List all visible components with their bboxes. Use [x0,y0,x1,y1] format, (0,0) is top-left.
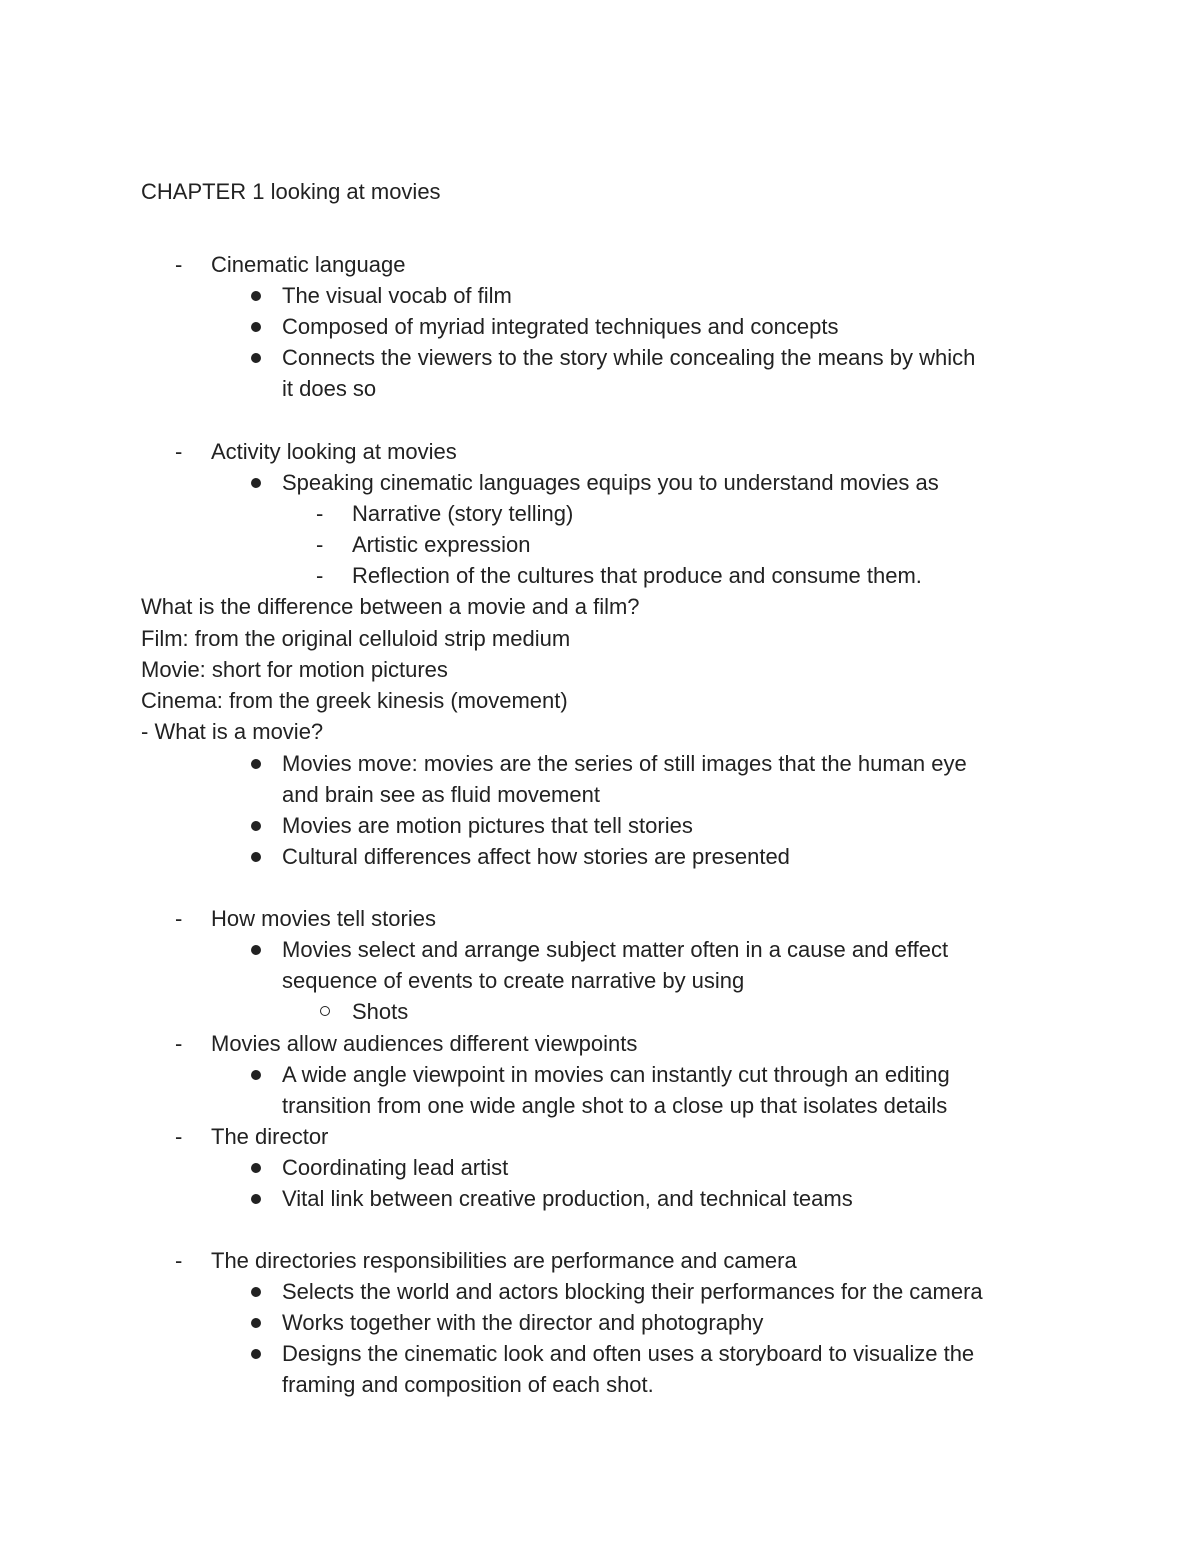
bullet-icon [251,1349,261,1359]
dash-marker: - [175,1031,183,1056]
list-item-text: sequence of events to create narrative by using [282,968,745,993]
list-item-text: Coordinating lead artist [282,1155,509,1180]
list-item-text: framing and composition of each shot. [282,1372,654,1397]
bullet-icon [251,1318,261,1328]
list-item-text: Designs the cinematic look and often uses a storyboard to visualize the [282,1341,975,1366]
paragraph-text: What is the difference between a movie and a film? [141,594,640,619]
list-item-continuation [0,965,1200,996]
list-item-text: Vital link between creative production, and technical teams [282,1186,853,1211]
list-item [0,903,1200,934]
list-item [0,1152,1200,1183]
paragraph [0,654,1200,685]
bullet-icon [251,353,261,363]
list-item [0,1059,1200,1090]
list-item-text: A wide angle viewpoint in movies can instantly cut through an editing [282,1062,950,1087]
list-item-text: The visual vocab of film [282,283,512,308]
list-item-text: The director [211,1124,329,1149]
paragraph [0,623,1200,654]
dash-marker: - [175,252,183,277]
list-item [0,1276,1200,1307]
paragraph-text: - What is a movie? [141,719,324,744]
dash-marker: - [316,563,324,588]
dash-marker: - [175,1248,183,1273]
list-item [0,934,1200,965]
list-item-text: Reflection of the cultures that produce and consume them. [352,563,922,588]
list-item [0,342,1200,373]
list-item-text: Artistic expression [352,532,531,557]
list-item [0,1307,1200,1338]
list-item-text: Composed of myriad integrated techniques and concepts [282,314,839,339]
list-item-text: Speaking cinematic languages equips you to understand movies as [282,470,939,495]
list-item-continuation [0,1090,1200,1121]
list-item-text: How movies tell stories [211,906,436,931]
paragraph [0,716,1200,747]
list-item [0,1121,1200,1152]
list-item-continuation [0,373,1200,404]
list-item [0,280,1200,311]
bullet-icon [251,478,261,488]
list-item-text: Cultural differences affect how stories are presented [282,844,790,869]
bullet-icon [251,821,261,831]
list-item-continuation [0,1369,1200,1400]
bullet-icon [251,945,261,955]
paragraph [0,685,1200,716]
list-item-text: Activity looking at movies [211,439,457,464]
list-item [0,1338,1200,1369]
list-item-text: Works together with the director and photography [282,1310,764,1335]
bullet-icon [251,1163,261,1173]
list-item-text: Selects the world and actors blocking their performances for the camera [282,1279,983,1304]
bullet-icon [251,759,261,769]
list-item [0,1245,1200,1276]
paragraph-text: Movie: short for motion pictures [141,657,448,682]
list-item-text: and brain see as fluid movement [282,782,600,807]
dash-marker: - [175,1124,183,1149]
bullet-icon [251,291,261,301]
list-item [0,249,1200,280]
paragraph [0,591,1200,622]
dash-marker: - [316,532,324,557]
list-item-text: transition from one wide angle shot to a close up that isolates details [282,1093,948,1118]
list-item [0,841,1200,872]
list-item [0,436,1200,467]
list-item [0,1183,1200,1214]
list-item-text: Movies are motion pictures that tell stories [282,813,693,838]
list-item [0,498,1200,529]
list-item-text: Movies allow audiences different viewpoints [211,1031,638,1056]
bullet-icon [251,1194,261,1204]
list-item [0,748,1200,779]
hollow-bullet-icon [320,1006,330,1016]
page-title-line [0,176,1200,207]
list-item [0,810,1200,841]
paragraph-text: Cinema: from the greek kinesis (movement) [141,688,568,713]
list-item-text: Cinematic language [211,252,406,277]
dash-marker: - [175,906,183,931]
list-item [0,529,1200,560]
list-item [0,560,1200,591]
list-item [0,1028,1200,1059]
list-item-text: Narrative (story telling) [352,501,574,526]
dash-marker: - [316,501,324,526]
list-item [0,311,1200,342]
bullet-icon [251,1070,261,1080]
list-item-text: Shots [352,999,409,1024]
list-item-text: Connects the viewers to the story while concealing the means by which [282,345,976,370]
list-item-text: Movies select and arrange subject matter often in a cause and effect [282,937,949,962]
paragraph-text: Film: from the original celluloid strip medium [141,626,571,651]
list-item-text: The directories responsibilities are performance and camera [211,1248,797,1273]
dash-marker: - [175,439,183,464]
bullet-icon [251,322,261,332]
bullet-icon [251,852,261,862]
list-item-text: it does so [282,376,377,401]
list-item [0,467,1200,498]
bullet-icon [251,1287,261,1297]
list-item-continuation [0,779,1200,810]
list-item-text: Movies move: movies are the series of still images that the human eye [282,751,967,776]
page-title: CHAPTER 1 looking at movies [141,179,441,204]
list-item [0,996,1200,1027]
